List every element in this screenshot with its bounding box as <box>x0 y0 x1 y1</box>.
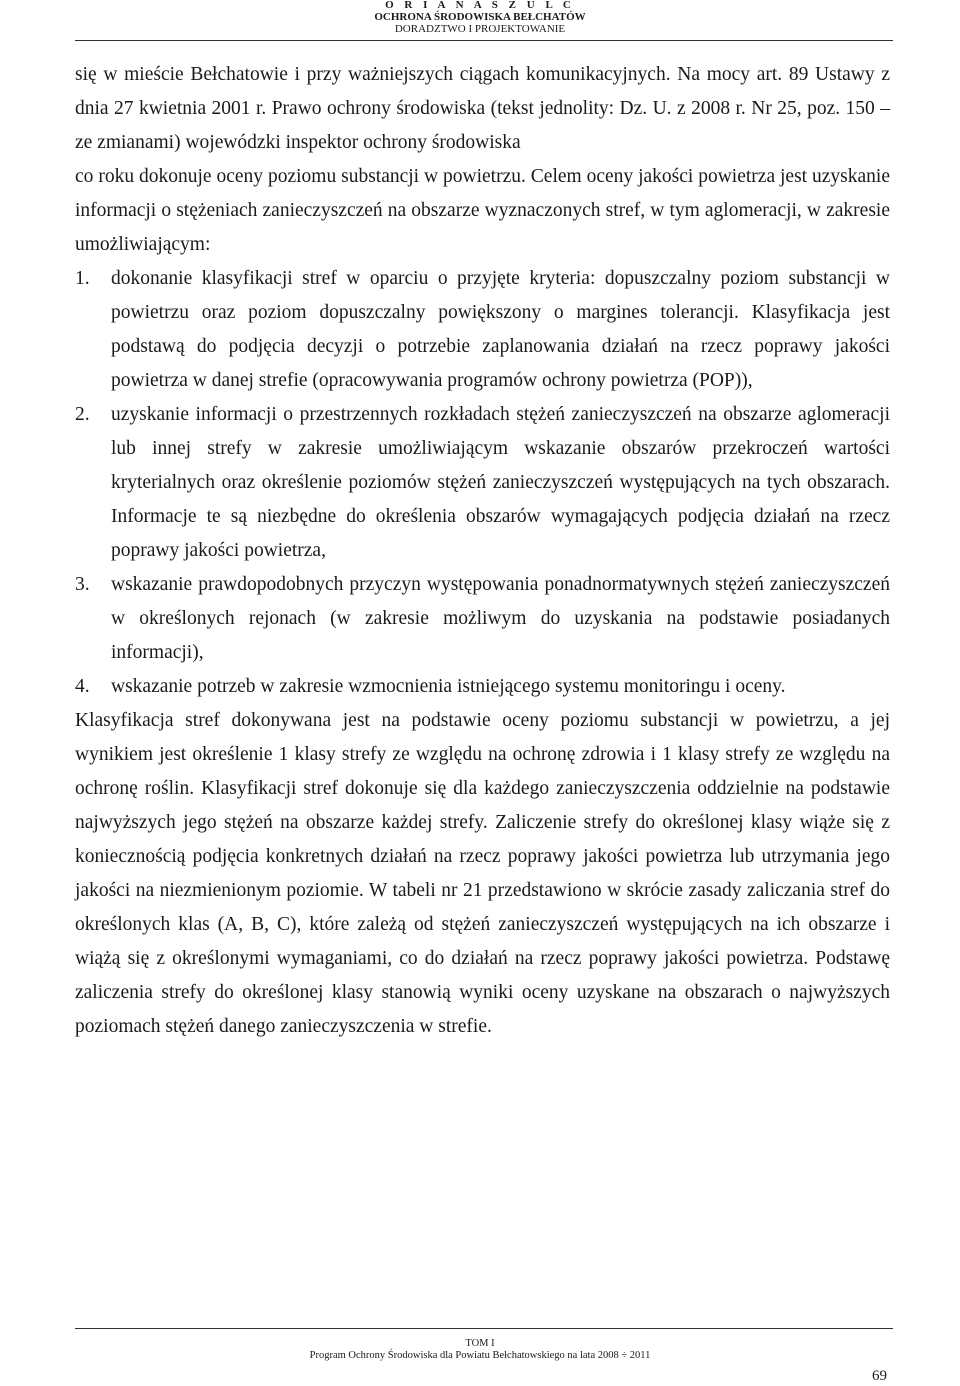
list-item-text: wskazanie potrzeb w zakresie wzmocnienia istniejącego systemu monitoringu i oceny. <box>111 676 786 697</box>
intro-paragraph: się w mieście Bełchatowie i przy ważniejszych ciągach komunikacyjnych. Na mocy art. 89 Ustawy z dnia 27 kwietnia 2001 r. Prawo ochrony środowiska (tekst jednolity: Dz. U. z 2008 r. Nr 25, poz. 150 – ze zmianami) wojewódzki inspektor ochrony środowiska <box>75 64 890 153</box>
list-item-text: wskazanie prawdopodobnych przyczyn występowania ponadnormatywnych stężeń zanieczyszczeń w określonych rejonach (w zakresie możliwym do uzyskania na podstawie posiadanych informacji), <box>111 574 890 663</box>
list-item <box>75 568 890 670</box>
footer-divider <box>75 1328 893 1329</box>
header-author: O R I A N A S Z U L C <box>385 0 575 11</box>
list-item-number: 3. <box>75 574 90 595</box>
footer-title: Program Ochrony Środowiska dla Powiatu Bełchatowskiego na lata 2008 ÷ 2011 <box>309 1350 651 1361</box>
header-divider <box>75 40 893 41</box>
list-item-number: 2. <box>75 404 90 425</box>
header-company: OCHRONA ŚRODOWISKA BEŁCHATÓW <box>374 11 586 23</box>
footer-volume: TOM I <box>465 1338 495 1349</box>
list-item-number: 4. <box>75 676 90 697</box>
list-item <box>75 262 890 398</box>
list-item-text: dokonanie klasyfikacji stref w oparciu o przyjęte kryteria: dopuszczalny poziom substancji w powietrzu oraz poziom dopuszczalny powiększony o margines tolerancji. Klasyfikacja jest podstawą do podjęcia decyzji o potrzebie zaplanowania działań na rzecz poprawy jakości powietrza w danej strefie (opracowywania programów ochrony powietrza (POP)), <box>111 268 890 391</box>
page-footer <box>0 1338 960 1362</box>
numbered-list <box>75 262 890 704</box>
list-item-text: uzyskanie informacji o przestrzennych rozkładach stężeń zanieczyszczeń na obszarze aglomeracji lub innej strefy w zakresie umożliwiającym wskazanie obszarów przekroczeń wartości kryterialnych oraz określenie poziomów stężeń zanieczyszczeń występujących na tych obszarach. Informacje te są niezbędne do określenia obszarów wymagających podjęcia działań na rzecz poprawy jakości powietrza, <box>111 404 890 561</box>
list-item <box>75 670 890 704</box>
classification-paragraph: Klasyfikacja stref dokonywana jest na podstawie oceny poziomu substancji w powietrzu, a jej wynikiem jest określenie 1 klasy strefy ze względu na ochronę zdrowia i 1 klasy strefy ze względu na ochronę roślin. Klasyfikacji stref dokonuje się dla każdego zanieczyszczenia oddzielnie na podstawie najwyższych jego stężeń na obszarze każdej strefy. Zaliczenie strefy do określonej klasy wiąże się z koniecznością podjęcia konkretnych działań na rzecz poprawy jakości powietrza lub utrzymania jego jakości na niezmienionym poziomie. W tabeli nr 21 przedstawiono w skrócie zasady zaliczania stref do określonych klas (A, B, C), które zależą od stężeń zanieczyszczeń występujących na ich obszarze i wiążą się z określonymi wymaganiami, co do działań na rzecz poprawy jakości powietrza. Podstawę zaliczenia strefy do określonej klasy stanowią wyniki oceny uzyskane na obszarach o najwyższych poziomach stężeń danego zanieczyszczenia w strefie. <box>75 710 890 1037</box>
list-item-number: 1. <box>75 268 90 289</box>
document-body <box>75 58 890 1044</box>
assessment-paragraph: co roku dokonuje oceny poziomu substancji w powietrzu. Celem oceny jakości powietrza jest uzyskanie informacji o stężeniach zanieczyszczeń na obszarze wyznaczonych stref, w tym aglomeracji, w zakresie umożliwiającym: <box>75 166 890 255</box>
list-item <box>75 398 890 568</box>
header-subtitle: DORADZTWO I PROJEKTOWANIE <box>394 23 566 35</box>
page-number: 69 <box>872 1368 887 1384</box>
page-header <box>0 0 960 35</box>
